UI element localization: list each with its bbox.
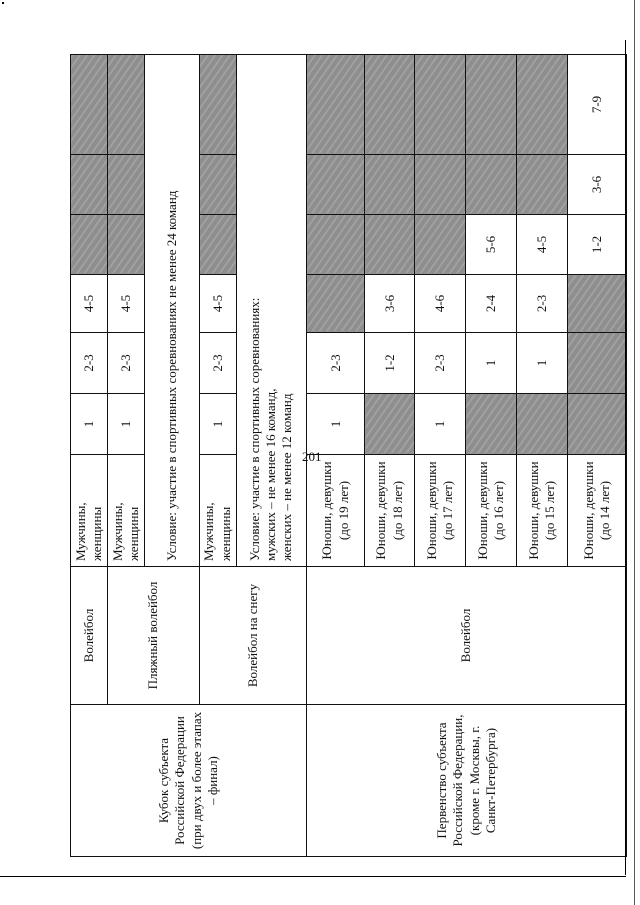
shaded-cell [199,215,236,275]
scan-border-right [634,0,635,905]
shaded-cell [71,155,108,215]
value-cell: 1-2 [365,333,415,394]
scan-edge-right [625,40,626,875]
shaded-cell [199,155,236,215]
shaded-cell [415,55,466,155]
value-cell: 2-3 [107,333,144,394]
value-cell: 2-3 [307,333,365,394]
shaded-cell [567,394,626,455]
shaded-cell [307,155,365,215]
page-number: 201 [302,449,322,464]
shaded-cell [365,394,415,455]
shaded-cell [107,215,144,275]
discipline-cell: Волейбол на снегу [199,567,306,705]
value-cell: 2-3 [516,275,567,333]
table-row [71,55,108,857]
shaded-cell [307,215,365,275]
category-cell: Юноши, девушки (до 18 лет) [365,455,415,567]
event-cell-cup: Кубок субъекта Российской Федерации (при двух и более этапах – финал) [71,705,307,857]
shaded-cell [465,394,516,455]
condition-line: Условие: участие в спортивных соревнованиях: [246,297,262,561]
value-cell: 2-3 [71,333,108,394]
value-cell: 4-5 [199,275,236,333]
shaded-cell [71,215,108,275]
value-cell: 4-5 [71,275,108,333]
condition-cell: Условие: участие в спортивных соревнованиях не менее 24 команд [144,55,199,567]
category-cell: Мужчины, женщины [107,455,144,567]
shaded-cell [516,55,567,155]
category-cell: Мужчины, женщины [71,455,108,567]
scan-edge-bottom [0,876,626,877]
condition-line: мужских – не менее 16 команд, [263,388,279,561]
value-cell: 1 [415,394,466,455]
table-row [307,55,365,857]
value-cell: 5-6 [465,215,516,275]
shaded-cell [107,155,144,215]
shaded-cell [516,155,567,215]
value-cell: 1 [71,394,108,455]
category-cell: Мужчины, женщины [199,455,236,567]
category-cell: Юноши, девушки (до 15 лет) [516,455,567,567]
event-cell-championship: Первенство субъекта Российской Федерации, (кроме г. Москвы, г. Санкт-Петербурга) [307,705,627,857]
value-cell: 1 [307,394,365,455]
shaded-cell [199,55,236,155]
value-cell: 3-6 [365,275,415,333]
value-cell: 4-5 [107,275,144,333]
value-cell: 1 [465,333,516,394]
value-cell: 1 [516,333,567,394]
shaded-cell [365,215,415,275]
category-cell: Юноши, девушки (до 19 лет) [307,455,365,567]
value-cell: 4-5 [516,215,567,275]
shaded-cell [307,275,365,333]
shaded-cell [307,55,365,155]
shaded-cell [415,155,466,215]
category-cell: Юноши, девушки (до 17 лет) [415,455,466,567]
sports-ranking-table [70,54,627,857]
shaded-cell [107,55,144,155]
value-cell: 1-2 [567,215,626,275]
category-cell: Юноши, девушки (до 14 лет) [567,455,626,567]
discipline-cell: Волейбол [71,567,108,705]
value-cell: 4-6 [415,275,466,333]
shaded-cell [567,275,626,333]
value-cell: 1 [107,394,144,455]
shaded-cell [465,155,516,215]
discipline-cell: Волейбол [307,567,627,705]
value-cell: 2-3 [199,333,236,394]
shaded-cell [465,55,516,155]
discipline-cell: Пляжный волейбол [107,567,199,705]
category-cell: Юноши, девушки (до 16 лет) [465,455,516,567]
value-cell: 1 [199,394,236,455]
shaded-cell [365,55,415,155]
condition-cell [236,55,307,567]
value-cell: 7-9 [567,55,626,155]
value-cell: 3-6 [567,155,626,215]
rotated-table-wrapper [70,55,627,857]
value-cell: 2-3 [415,333,466,394]
scan-speck [2,2,4,4]
value-cell: 2-4 [465,275,516,333]
shaded-cell [567,333,626,394]
shaded-cell [415,215,466,275]
shaded-cell [71,55,108,155]
condition-line: женских – не менее 12 команд [279,393,295,561]
shaded-cell [516,394,567,455]
shaded-cell [365,155,415,215]
